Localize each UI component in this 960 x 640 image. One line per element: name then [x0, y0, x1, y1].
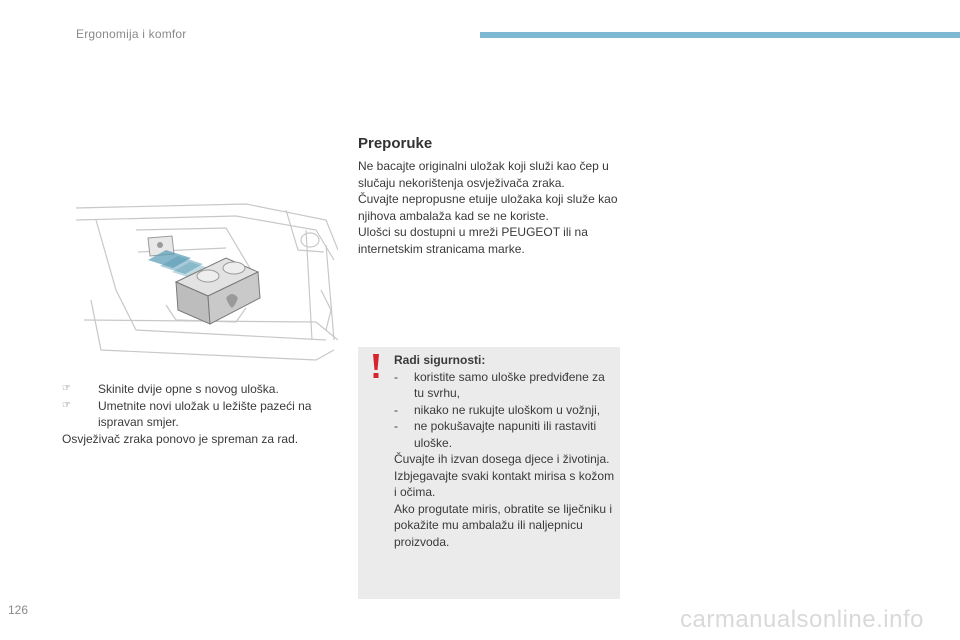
- warning-item-text: nikako ne rukujte uloškom u vožnji,: [414, 402, 601, 417]
- page-number: 126: [8, 603, 29, 617]
- warning-item-text: ne pokušavajte napuniti ili rastaviti uloške.: [414, 419, 597, 450]
- paragraph: Čuvajte nepropusne etuije uložaka koji služe kao njihova ambalaža kad se ne koriste.: [358, 192, 618, 223]
- list-item: [394, 369, 616, 402]
- dash: -: [394, 369, 398, 384]
- warning-item-text: koristite samo uloške predviđene za tu svrhu,: [414, 369, 605, 400]
- dash: -: [394, 419, 398, 433]
- step-text: Umetnite novi uložak u ležište pazeći na ispravan smjer.: [98, 398, 312, 429]
- list-item: [62, 398, 332, 431]
- steps-outro: Osvježivač zraka ponovo je spreman za rad.: [62, 431, 299, 446]
- warning-title: Radi sigurnosti:: [394, 353, 486, 367]
- dash: -: [394, 402, 398, 417]
- paragraph: Izbjegavajte svaki kontakt mirisa s kožom i očima.: [394, 468, 615, 499]
- bullet-arrow-icon: ☞: [62, 399, 71, 411]
- air-freshener-cartridge-illustration: [76, 190, 338, 370]
- recommendations-title: Preporuke: [358, 135, 433, 152]
- recommendations-text: [358, 158, 620, 257]
- paragraph: Ako progutate miris, obratite se liječniku i pokažite mu ambalažu ili naljepnicu proizvoda.: [394, 501, 613, 549]
- paragraph: Ne bacajte originalni uložak koji služi kao čep u slučaju nekorištenja osvježivača zraka.: [358, 159, 609, 190]
- header-accent-bar: [480, 32, 960, 38]
- exclamation-icon: [370, 353, 382, 379]
- list-item: [394, 418, 616, 451]
- warning-content: [394, 352, 616, 550]
- safety-warning-box: [358, 347, 620, 599]
- bullet-arrow-icon: ☞: [62, 383, 71, 394]
- list-item: [62, 381, 332, 398]
- list-item: [394, 402, 616, 419]
- paragraph: Ulošci su dostupni u mreži PEUGEOT ili na internetskim stranicama marke.: [358, 225, 588, 256]
- paragraph: Čuvajte ih izvan dosega djece i životinja.: [394, 452, 610, 466]
- installation-steps: [62, 381, 332, 447]
- step-text: Skinite dvije opne s novog uloška.: [98, 382, 279, 396]
- section-title: Ergonomija i komfor: [76, 27, 187, 41]
- watermark: carmanualsonline.info: [680, 606, 924, 633]
